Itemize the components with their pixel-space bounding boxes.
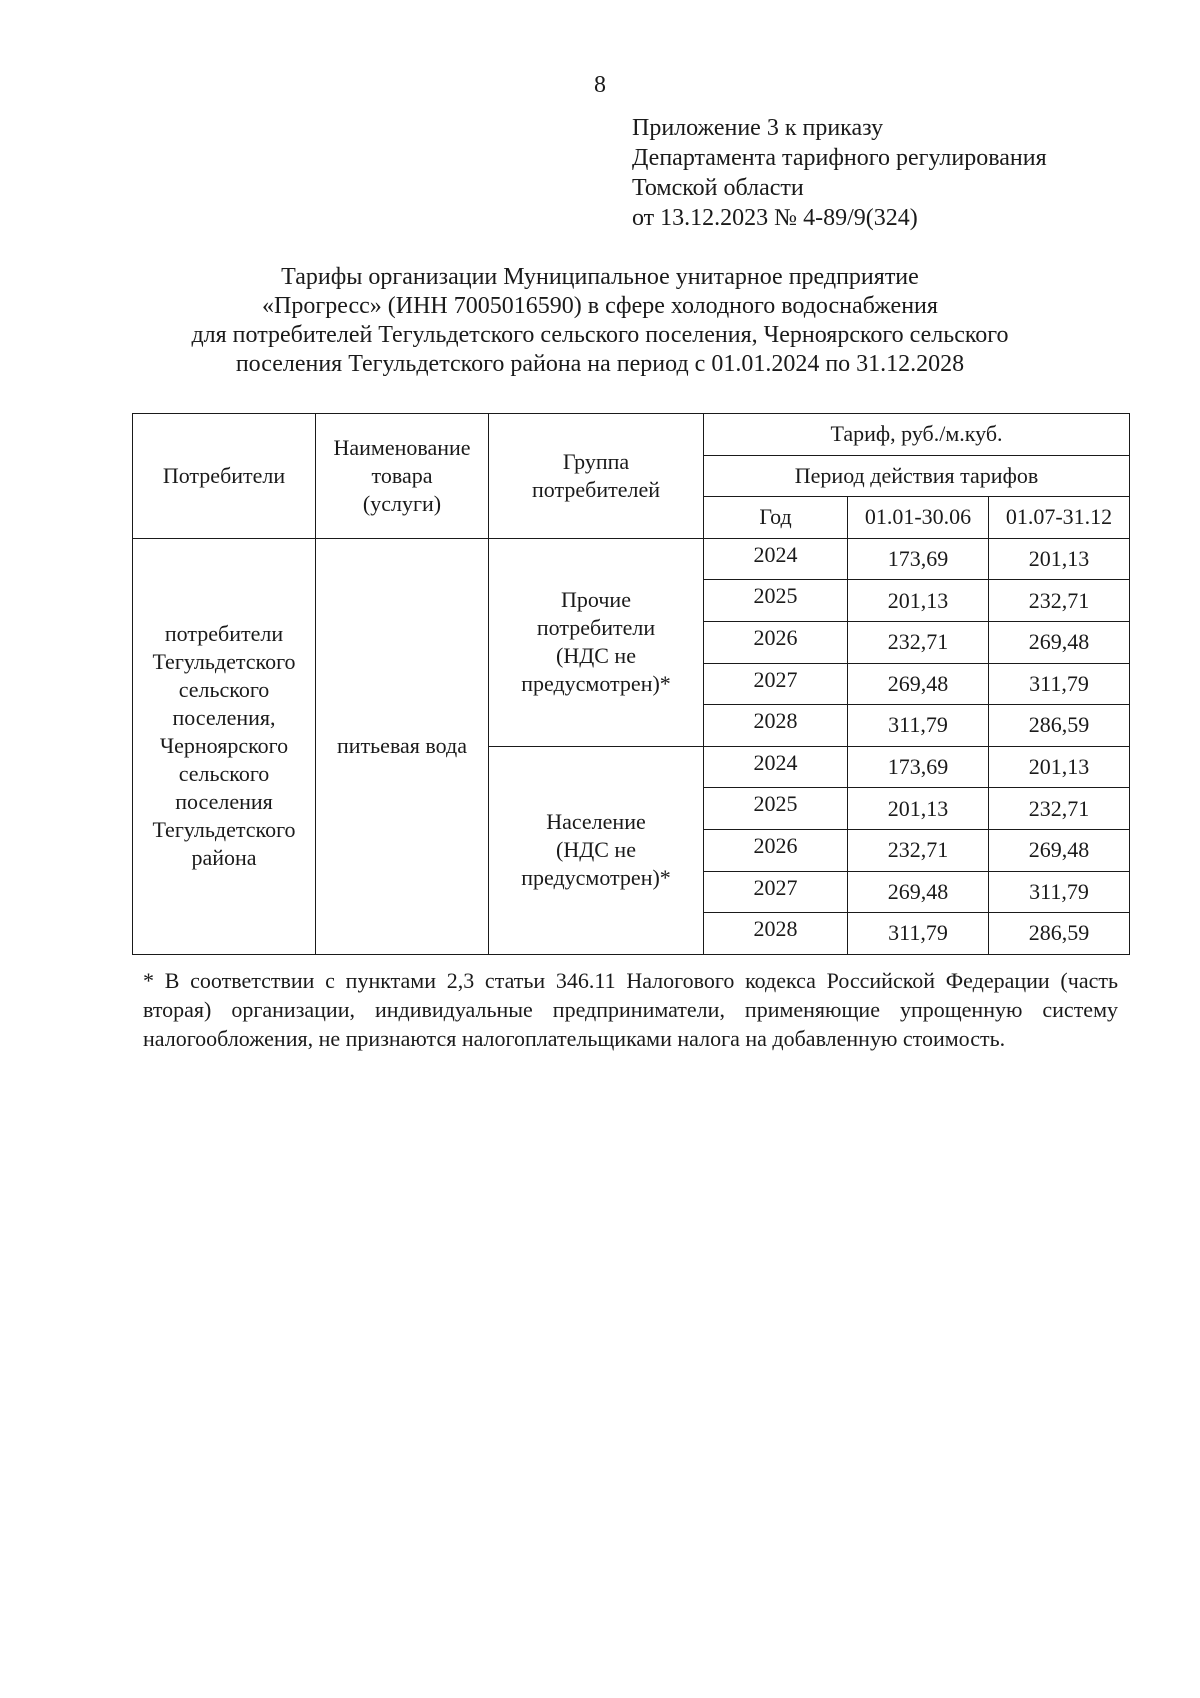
appendix-line: Приложение 3 к приказу [632,115,884,141]
group-cell [489,746,704,954]
group-line: Прочие [561,587,631,613]
year-cell: 2026 [704,829,848,871]
year-cell: 2028 [704,913,848,955]
tariff-second-half-cell: 286,59 [989,913,1130,955]
document-title [0,263,1200,379]
group-line: потребители [536,615,656,641]
appendix-header [632,113,1047,233]
tariff-first-half-cell: 311,79 [848,705,989,747]
footnote: * В соответствии с пунктами 2,3 статьи 346.11 Налогового кодекса Российской Федерации (часть вторая) организации, индивидуальные предприниматели, применяющие упрощенную систему налогообложения, не признаются налогоплательщиками налога на добавленную стоимость. [143,968,1118,1051]
group-line: Население [546,809,646,835]
header-first-half: 01.01-30.06 [848,497,989,539]
title-line: поселения Тегульдетского района на период с 01.01.2024 по 31.12.2028 [235,351,965,377]
tariff-second-half-cell: 201,13 [989,538,1130,580]
year-cell: 2027 [704,663,848,705]
tariff-first-half-cell: 232,71 [848,829,989,871]
title-line: «Прогресс» (ИНН 7005016590) в сфере холодного водоснабжения [262,293,938,319]
tariff-second-half-cell: 232,71 [989,580,1130,622]
tariff-first-half-cell: 232,71 [848,621,989,663]
tariff-first-half-cell: 269,48 [848,871,989,913]
header-tariff: Тариф, руб./м.куб. [704,414,1130,456]
header-period: Период действия тарифов [704,455,1130,497]
year-cell: 2028 [704,705,848,747]
tariff-first-half-cell: 269,48 [848,663,989,705]
consumers-line: потребители [164,621,284,647]
group-line: предусмотрен)* [521,865,671,891]
table-row [133,538,1130,580]
group-line: предусмотрен)* [521,671,671,697]
tariff-second-half-cell: 269,48 [989,829,1130,871]
year-cell: 2025 [704,788,848,830]
tariff-first-half-cell: 201,13 [848,580,989,622]
tariff-first-half-cell: 311,79 [848,913,989,955]
header-year: Год [704,497,848,539]
header-consumers: Потребители [133,414,316,539]
year-cell: 2027 [704,871,848,913]
goods-cell: питьевая вода [316,538,489,954]
tariff-second-half-cell: 201,13 [989,746,1130,788]
header-group: Группа потребителей [489,414,704,539]
tariff-second-half-cell: 311,79 [989,663,1130,705]
tariff-table [132,413,1130,955]
appendix-line: Томской области [632,175,804,201]
consumers-cell [133,538,316,954]
consumers-line: Тегульдетского [152,817,296,843]
year-cell: 2025 [704,580,848,622]
consumers-line: района [191,845,257,871]
consumers-line: поселения [175,789,273,815]
consumers-line: Черноярского [159,733,289,759]
tariff-first-half-cell: 173,69 [848,746,989,788]
title-line: Тарифы организации Муниципальное унитарное предприятие [281,264,919,290]
appendix-line: Департамента тарифного регулирования [632,145,1047,171]
consumers-line: поселения, [172,705,276,731]
tariff-first-half-cell: 173,69 [848,538,989,580]
consumers-line: сельского [178,677,270,703]
header-second-half: 01.07-31.12 [989,497,1130,539]
tariff-second-half-cell: 269,48 [989,621,1130,663]
group-line: (НДС не [556,643,636,669]
tariff-second-half-cell: 232,71 [989,788,1130,830]
title-line: для потребителей Тегульдетского сельского поселения, Черноярского сельского [191,322,1009,348]
year-cell: 2024 [704,538,848,580]
header-goods: Наименование товара (услуги) [316,414,489,539]
tariff-second-half-cell: 311,79 [989,871,1130,913]
consumers-line: Тегульдетского [152,649,296,675]
tariff-second-half-cell: 286,59 [989,705,1130,747]
tariff-first-half-cell: 201,13 [848,788,989,830]
appendix-line: от 13.12.2023 № 4-89/9(324) [632,205,918,231]
page-number: 8 [594,72,606,98]
year-cell: 2026 [704,621,848,663]
consumers-line: сельского [178,761,270,787]
group-line: (НДС не [556,837,636,863]
group-cell [489,538,704,746]
year-cell: 2024 [704,746,848,788]
